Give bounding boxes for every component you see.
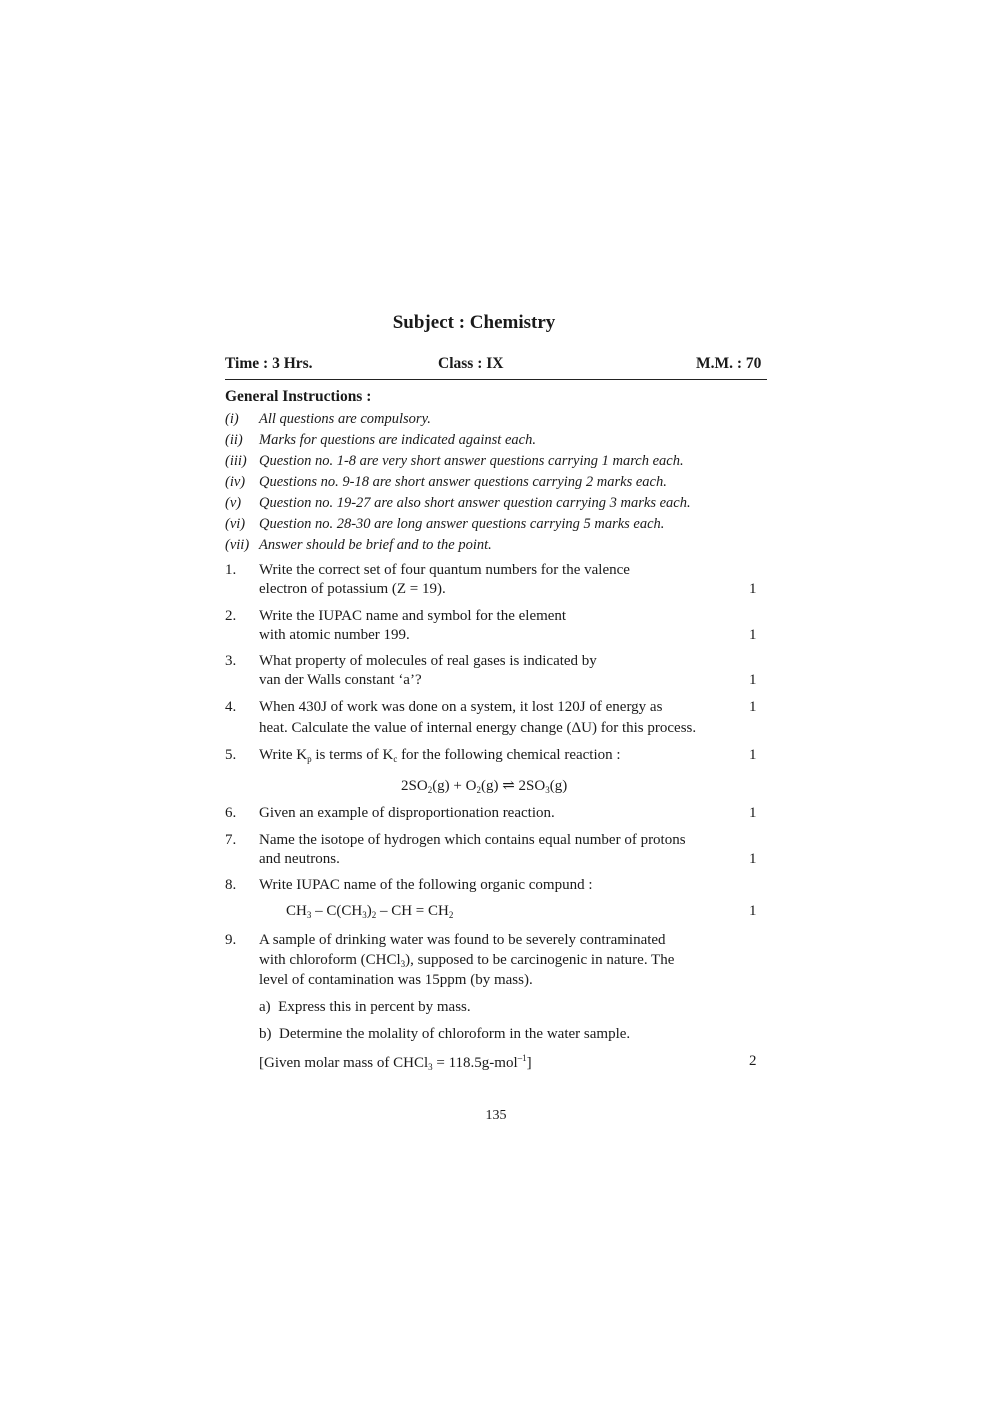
- question-marks: 2: [749, 1053, 757, 1069]
- question-number: 5.: [225, 747, 237, 763]
- instruction-item: (i) All questions are compulsory.: [225, 411, 431, 427]
- question-number: 9.: [225, 932, 237, 948]
- instruction-item: (vi) Question no. 28-30 are long answer questions carrying 5 marks each.: [225, 516, 665, 532]
- organic-formula: $CH_3 - C(CH_3)_2$ – CH = $CH_2$: [286, 903, 454, 920]
- header-divider: [225, 379, 767, 380]
- question-text: Write the correct set of four quantum numbers for the valence: [259, 562, 630, 578]
- question-text: with chloroform (CHCl$_3$), supposed to be carcinogenic in nature. The: [259, 952, 675, 969]
- question-number: 3.: [225, 653, 237, 669]
- question-text: Write the IUPAC name and symbol for the element: [259, 608, 567, 624]
- question-text: level of contamination was 15ppm (by mass).: [259, 972, 533, 988]
- question-text: What property of molecules of real gases is indicated by: [259, 653, 597, 669]
- class-label: Class : IX: [438, 355, 504, 372]
- sub-question: a) Express this in percent by mass.: [259, 999, 471, 1015]
- question-number: 4.: [225, 699, 237, 715]
- question-text: Write IUPAC name of the following organic compund :: [259, 877, 593, 893]
- question-marks: 1: [749, 581, 757, 597]
- sub-question: b) Determine the molality of chloroform in the water sample.: [259, 1026, 631, 1042]
- given-data: [Given molar mass of CHCl$_3$ = 118.5g-mol$^{-1}$]: [259, 1053, 532, 1072]
- question-text: electron of potassium (Z = 19).: [259, 581, 446, 597]
- question-text: Given an example of disproportionation reaction.: [259, 805, 555, 821]
- instructions-heading: General Instructions :: [225, 388, 372, 405]
- instruction-item: (ii) Marks for questions are indicated against each.: [225, 432, 536, 448]
- page-title: Subject : Chemistry: [392, 312, 556, 333]
- instruction-item: (v) Question no. 19-27 are also short answer question carrying 3 marks each.: [225, 495, 691, 511]
- time-label: Time : 3 Hrs.: [225, 355, 313, 372]
- chemical-equation: $2SO_2(g) + O_2(g)$ ⇌ $2SO_3(g)$: [401, 778, 568, 795]
- question-marks: 1: [749, 627, 757, 643]
- question-text: and neutrons.: [259, 851, 340, 867]
- question-text: A sample of drinking water was found to be severely contraminated: [259, 932, 666, 948]
- max-marks-label: M.M. : 70: [696, 355, 762, 372]
- question-text: heat. Calculate the value of internal energy change (ΔU) for this process.: [259, 720, 697, 736]
- instruction-item: (iv) Questions no. 9-18 are short answer questions carrying 2 marks each.: [225, 474, 667, 490]
- question-number: 6.: [225, 805, 237, 821]
- question-text: with atomic number 199.: [259, 627, 410, 643]
- question-marks: 1: [749, 903, 757, 919]
- page-number: 135: [485, 1108, 507, 1123]
- question-text: van der Walls constant ‘a’?: [259, 672, 422, 688]
- question-number: 1.: [225, 562, 237, 578]
- question-text: Write $K_p$ is terms of $K_c$ for the following chemical reaction :: [259, 747, 621, 764]
- question-text: Name the isotope of hydrogen which contains equal number of protons: [259, 832, 686, 848]
- instruction-item: (vii) Answer should be brief and to the point.: [225, 537, 492, 553]
- question-number: 8.: [225, 877, 237, 893]
- instruction-item: (iii) Question no. 1-8 are very short answer questions carrying 1 march each.: [225, 453, 684, 469]
- question-marks: 1: [749, 747, 757, 763]
- question-text: When 430J of work was done on a system, it lost 120J of energy as: [259, 699, 663, 715]
- question-marks: 1: [749, 699, 757, 715]
- question-marks: 1: [749, 805, 757, 821]
- question-marks: 1: [749, 672, 757, 688]
- question-number: 2.: [225, 608, 237, 624]
- question-number: 7.: [225, 832, 237, 848]
- question-marks: 1: [749, 851, 757, 867]
